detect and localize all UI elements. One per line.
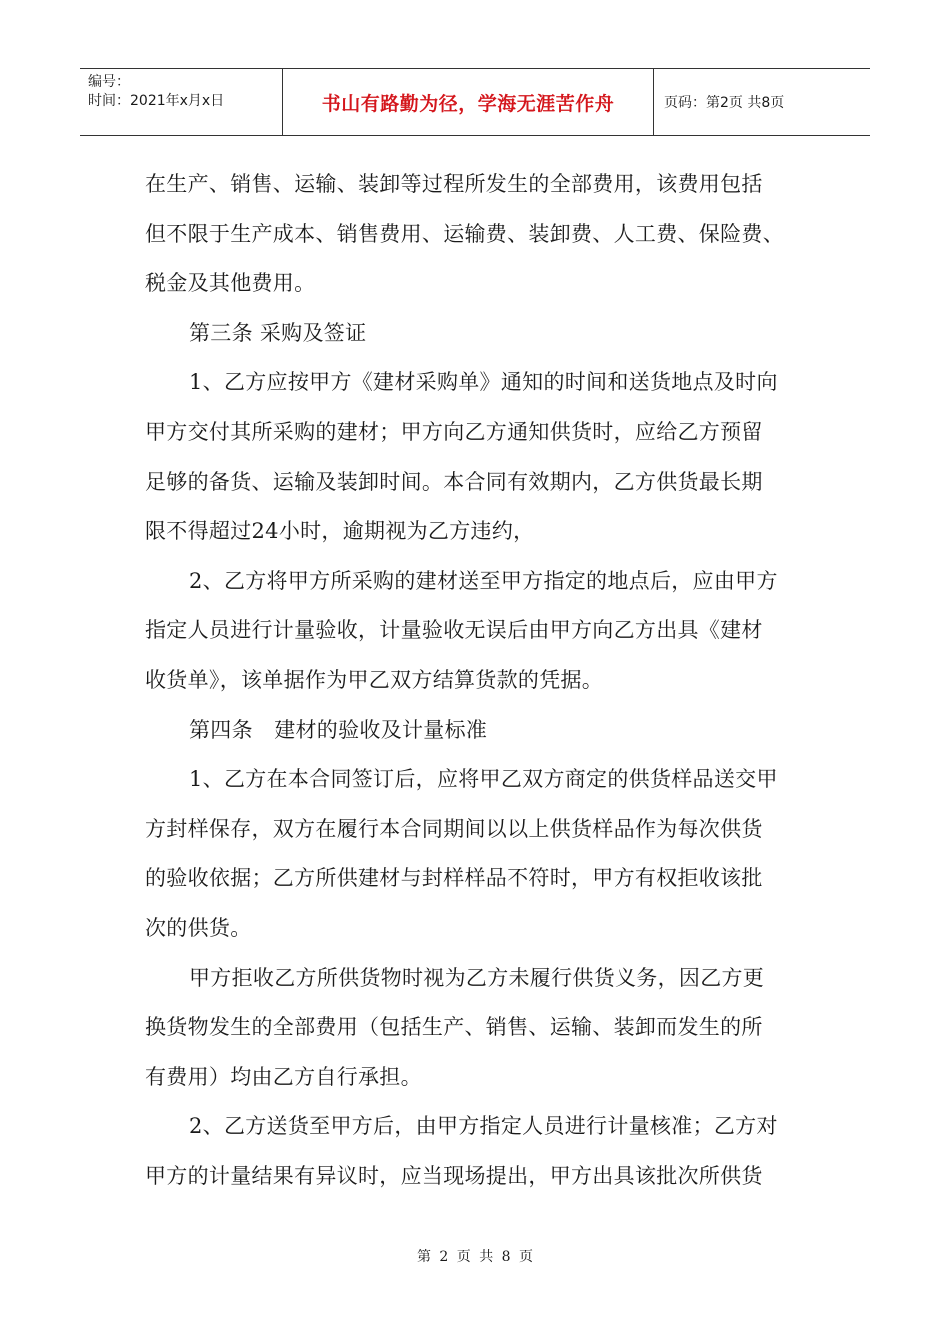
body-line: 甲方交付其所采购的建材；甲方向乙方通知供货时，应给乙方预留 <box>145 419 763 444</box>
body-line: 1、乙方在本合同签订后，应将甲乙双方商定的供货样品送交甲 <box>189 767 778 792</box>
body-line: 指定人员进行计量验收，计量验收无误后由甲方向乙方出具《建材 <box>145 618 763 643</box>
body-line: 收货单》，该单据作为甲乙双方结算货款的凭据。 <box>145 667 604 692</box>
body-line: 甲方的计量结果有异议时，应当现场提出，甲方出具该批次所供货 <box>145 1163 763 1188</box>
body-line: 有费用）均由乙方自行承担。 <box>145 1064 422 1089</box>
body-line: 方封样保存，双方在履行本合同期间以以上供货样品作为每次供货 <box>145 816 763 841</box>
body-line: 2、乙方送货至甲方后，由甲方指定人员进行计量核准；乙方对 <box>189 1114 778 1139</box>
document-date: 时间：2021年x月x日 <box>88 93 225 109</box>
page-footer: 第 2 页 共 8 页 <box>416 1249 534 1265</box>
document-header <box>80 68 870 136</box>
body-line: 第四条 建材的验收及计量标准 <box>189 717 488 742</box>
body-line: 足够的备货、运输及装卸时间。本合同有效期内，乙方供货最长期 <box>145 469 763 494</box>
body-line: 限不得超过24小时，逾期视为乙方违约， <box>145 519 535 544</box>
body-line: 换货物发生的全部费用（包括生产、销售、运输、装卸而发生的所 <box>145 1015 763 1040</box>
body-line: 次的供货。 <box>145 915 252 940</box>
document-body <box>145 160 825 1201</box>
body-line: 税金及其他费用。 <box>145 271 316 296</box>
body-line: 甲方拒收乙方所供货物时视为乙方未履行供货义务，因乙方更 <box>189 965 765 990</box>
body-line: 第三条 采购及签证 <box>189 320 367 345</box>
body-line: 1、乙方应按甲方《建材采购单》通知的时间和送货地点及时向 <box>189 370 778 395</box>
body-line: 但不限于生产成本、销售费用、运输费、装卸费、人工费、保险费、 <box>145 221 784 246</box>
body-line: 在生产、销售、运输、装卸等过程所发生的全部费用，该费用包括 <box>145 172 763 196</box>
document-number-label: 编号： <box>88 74 130 90</box>
header-meta <box>80 69 282 135</box>
body-line: 2、乙方将甲方所采购的建材送至甲方指定的地点后，应由甲方 <box>189 568 778 593</box>
header-page-info: 页码：第2页 共8页 <box>664 95 785 111</box>
header-motto: 书山有路勤为径，学海无涯苦作舟 <box>282 69 654 135</box>
body-line: 的验收依据；乙方所供建材与封样样品不符时，甲方有权拒收该批 <box>145 866 763 891</box>
